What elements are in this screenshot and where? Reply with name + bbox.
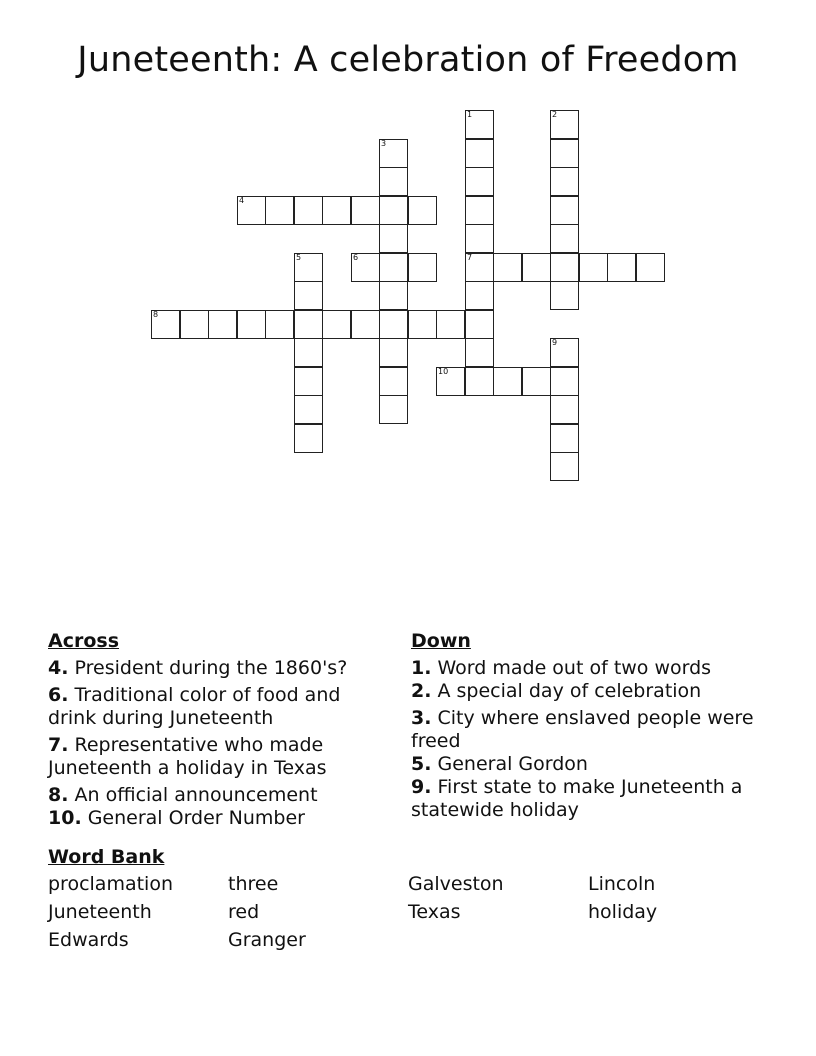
down-clue [411,776,761,822]
word-bank-word: Juneteenth [48,901,152,923]
grid-cell[interactable] [579,253,608,282]
grid-cell[interactable] [351,253,380,282]
grid-cell[interactable] [607,253,636,282]
grid-cell[interactable] [379,224,408,253]
grid-cell[interactable] [550,338,579,367]
clue-number: 7. [48,734,69,756]
grid-cell[interactable] [465,310,494,339]
clue-text: Word made out of two words [431,657,712,679]
grid-cell[interactable] [465,110,494,139]
grid-cell[interactable] [408,310,437,339]
down-clue [411,657,761,680]
word-bank-word: Granger [228,929,306,951]
grid-cell[interactable] [522,253,551,282]
crossword-grid [0,0,816,500]
grid-cell[interactable] [465,338,494,367]
clue-text: First state to make Juneteenth a statewide holiday [411,776,743,821]
grid-cell[interactable] [550,281,579,310]
word-bank-word: red [228,901,260,923]
grid-cell[interactable] [294,196,323,225]
grid-cell[interactable] [465,367,494,396]
clue-number: 6. [48,684,69,706]
down-clue [411,707,761,753]
grid-cell[interactable] [550,253,579,282]
across-clue [48,684,388,730]
cell-number: 4 [239,196,245,205]
grid-cell[interactable] [465,253,494,282]
across-heading: Across [48,630,120,652]
clue-number: 3. [411,707,432,729]
grid-cell[interactable] [294,253,323,282]
grid-cell[interactable] [180,310,209,339]
grid-cell[interactable] [265,310,294,339]
cell-number: 9 [552,338,558,347]
across-clue [48,734,388,780]
word-bank-word: Edwards [48,929,129,951]
cell-number: 3 [381,139,387,148]
clue-text: General Order Number [81,807,305,829]
grid-cell[interactable] [550,110,579,139]
grid-cell[interactable] [465,167,494,196]
grid-cell[interactable] [550,424,579,453]
grid-cell[interactable] [465,196,494,225]
cell-number: 5 [296,253,302,262]
grid-cell[interactable] [265,196,294,225]
grid-cell[interactable] [351,310,380,339]
grid-cell[interactable] [550,452,579,481]
grid-cell[interactable] [294,367,323,396]
word-bank [48,846,768,952]
clue-text: President during the 1860's? [68,657,348,679]
grid-cell[interactable] [465,139,494,168]
down-clues [411,630,761,826]
clue-text: General Gordon [431,753,588,775]
cell-number: 10 [438,367,449,376]
grid-cell[interactable] [379,310,408,339]
grid-cell[interactable] [322,310,351,339]
grid-cell[interactable] [522,367,551,396]
grid-cell[interactable] [208,310,237,339]
grid-cell[interactable] [550,167,579,196]
grid-cell[interactable] [151,310,180,339]
grid-cell[interactable] [636,253,665,282]
grid-cell[interactable] [379,167,408,196]
across-clue [48,784,388,807]
cell-number: 7 [467,253,473,262]
down-clue [411,753,761,776]
word-bank-word: Texas [408,901,461,923]
clue-number: 10. [48,807,82,829]
grid-cell[interactable] [550,196,579,225]
across-clues [48,630,388,834]
word-bank-heading: Word Bank [48,846,165,868]
grid-cell[interactable] [351,196,380,225]
clue-number: 1. [411,657,432,679]
clue-number: 4. [48,657,69,679]
grid-cell[interactable] [322,196,351,225]
grid-cell[interactable] [550,367,579,396]
grid-cell[interactable] [493,367,522,396]
across-clue [48,657,388,680]
grid-cell[interactable] [465,281,494,310]
grid-cell[interactable] [408,253,437,282]
grid-cell[interactable] [379,196,408,225]
cell-number: 2 [552,110,558,119]
word-bank-word: Lincoln [588,873,656,895]
grid-cell[interactable] [436,310,465,339]
clue-number: 5. [411,753,432,775]
word-bank-list [48,872,768,952]
clue-number: 2. [411,680,432,702]
word-bank-word: proclamation [48,873,173,895]
grid-cell[interactable] [379,367,408,396]
cell-number: 6 [353,253,359,262]
word-bank-word: holiday [588,901,658,923]
clue-text: Traditional color of food and drink during Juneteenth [48,684,341,729]
grid-cell[interactable] [379,139,408,168]
puzzle-title: Juneteenth: A celebration of Freedom [77,40,739,80]
clue-text: A special day of celebration [431,680,702,702]
clue-number: 9. [411,776,432,798]
grid-cell[interactable] [294,338,323,367]
grid-cell[interactable] [379,281,408,310]
grid-cell[interactable] [493,253,522,282]
grid-cell[interactable] [465,224,494,253]
grid-cell[interactable] [408,196,437,225]
cell-number: 8 [153,310,159,319]
grid-cell[interactable] [294,281,323,310]
clue-text: City where enslaved people were freed [411,707,754,752]
grid-cell[interactable] [550,224,579,253]
grid-cell[interactable] [550,395,579,424]
clue-text: Representative who made Juneteenth a holiday in Texas [48,734,327,779]
cell-number: 1 [467,110,473,119]
grid-cell[interactable] [294,310,323,339]
grid-cell[interactable] [379,338,408,367]
down-clue [411,680,761,703]
clue-number: 8. [48,784,69,806]
grid-cell[interactable] [237,310,266,339]
word-bank-word: Galveston [408,873,504,895]
across-clue [48,807,388,830]
word-bank-word: three [228,873,279,895]
grid-cell[interactable] [237,196,266,225]
grid-cell[interactable] [379,253,408,282]
grid-cell[interactable] [294,424,323,453]
grid-cell[interactable] [294,395,323,424]
down-heading: Down [411,630,471,652]
grid-cell[interactable] [436,367,465,396]
clue-text: An official announcement [68,784,318,806]
grid-cell[interactable] [550,139,579,168]
grid-cell[interactable] [379,395,408,424]
